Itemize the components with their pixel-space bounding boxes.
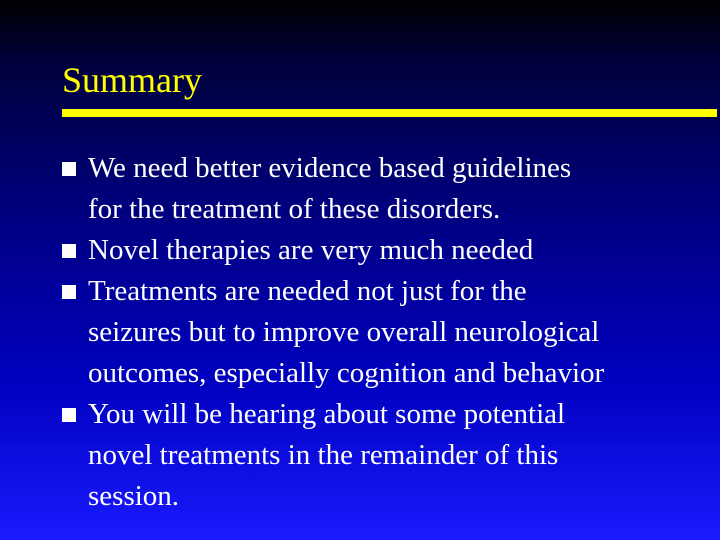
bullet-item: [62, 148, 712, 230]
bullet-list: [62, 148, 712, 517]
bullet-text-line: session.: [88, 480, 180, 512]
slide-title: Summary: [62, 60, 202, 100]
square-bullet-icon: [62, 162, 76, 176]
bullet-text-line: You will be hearing about some potential: [88, 398, 566, 430]
bullet-text-line: Novel therapies are very much needed: [88, 234, 534, 266]
bullet-text-line: We need better evidence based guidelines: [88, 152, 572, 184]
bullet-item: [62, 271, 712, 394]
bullet-item: [62, 230, 712, 271]
square-bullet-icon: [62, 244, 76, 258]
title-underline: [62, 109, 717, 117]
bullet-text-line: Treatments are needed not just for the: [88, 275, 527, 307]
bullet-text-line: novel treatments in the remainder of this: [88, 439, 559, 471]
bullet-text-line: for the treatment of these disorders.: [88, 193, 501, 225]
square-bullet-icon: [62, 408, 76, 422]
square-bullet-icon: [62, 285, 76, 299]
bullet-item: [62, 394, 712, 517]
bullet-text-line: seizures but to improve overall neurological: [88, 316, 600, 348]
bullet-text-line: outcomes, especially cognition and behavior: [88, 357, 605, 389]
